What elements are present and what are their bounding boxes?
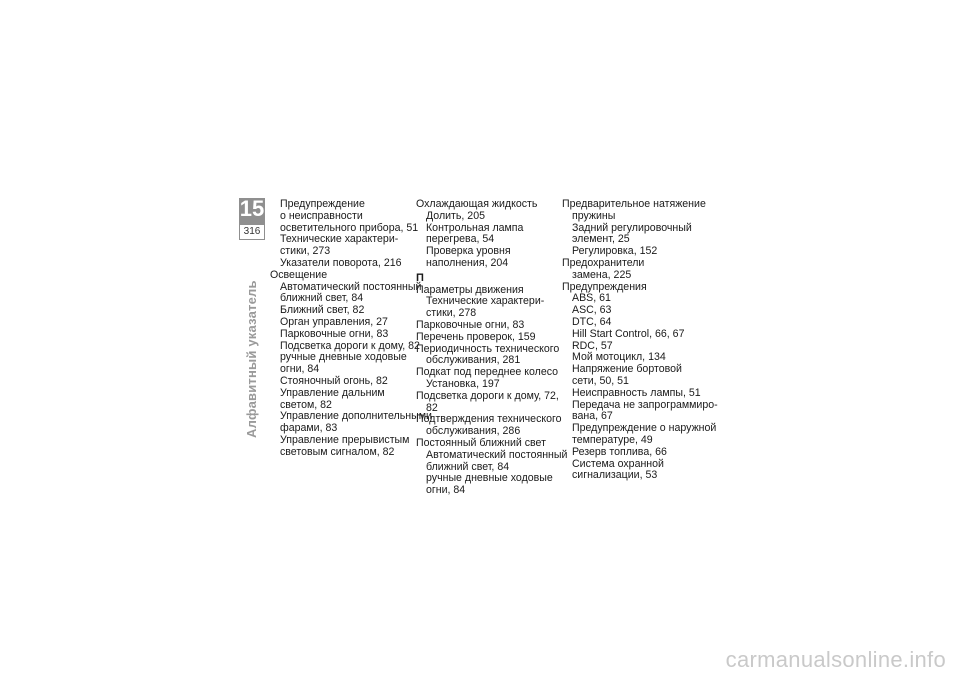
index-subentry: Долить, 205 xyxy=(426,209,485,222)
index-column-3 xyxy=(562,198,718,482)
index-subentry: Установка, 197 xyxy=(426,377,500,390)
index-subentry: Управление дальним xyxy=(280,386,385,399)
index-subentry: стики, 278 xyxy=(426,307,477,320)
index-subentry: Указатели поворота, 216 xyxy=(280,256,402,269)
index-subentry: Hill Start Control, 66, 67 xyxy=(572,327,685,340)
index-entry: Подкат под переднее колесо xyxy=(416,366,559,379)
index-subentry: Система охранной xyxy=(572,457,664,470)
index-subentry: элемент, 25 xyxy=(572,233,630,246)
index-subentry: огни, 84 xyxy=(426,484,466,497)
index-subentry: Предупреждение о наружной xyxy=(572,422,717,435)
index-subentry: Парковочные огни, 83 xyxy=(280,327,389,340)
watermark-footer[interactable]: carmanualsonline.info xyxy=(725,647,946,672)
index-subentry: Подсветка дороги к дому, 82 xyxy=(280,339,420,352)
index-subentry: Орган управления, 27 xyxy=(280,315,388,328)
index-subentry: Предупреждение xyxy=(280,198,365,210)
index-subentry: сигнализации, 53 xyxy=(572,469,658,482)
index-subentry: обслуживания, 286 xyxy=(426,425,521,438)
index-subentry: сети, 50, 51 xyxy=(572,374,629,387)
index-subentry: Технические характери- xyxy=(280,233,399,246)
index-subentry: Ближний свет, 82 xyxy=(280,304,365,317)
index-subentry: наполнения, 204 xyxy=(426,256,509,269)
index-entry: Подсветка дороги к дому, 72, xyxy=(416,389,559,402)
page-number: 316 xyxy=(239,224,265,240)
index-subentry: Управление прерывистым xyxy=(280,433,410,446)
index-subentry: Проверка уровня xyxy=(426,245,511,258)
index-entry: Постоянный ближний свет xyxy=(416,436,546,449)
index-entry: Периодичность технического xyxy=(416,342,560,355)
index-subentry: стики, 273 xyxy=(280,245,331,258)
index-subentry: Мой мотоцикл, 134 xyxy=(572,351,666,364)
index-subentry: вана, 67 xyxy=(572,410,613,423)
index-subentry: огни, 84 xyxy=(280,363,320,376)
index-entry: Параметры движения xyxy=(416,283,524,296)
index-subentry: замена, 225 xyxy=(572,268,632,281)
index-subentry: Резерв топлива, 66 xyxy=(572,445,667,458)
index-subentry: ручные дневные ходовые xyxy=(426,472,553,485)
index-subentry: световым сигналом, 82 xyxy=(280,445,395,458)
index-subentry: Контрольная лампа xyxy=(426,221,524,234)
index-subentry: Автоматический постоянный xyxy=(280,280,422,293)
index-subentry: RDC, 57 xyxy=(572,339,613,352)
index-subentry: ASC, 63 xyxy=(572,304,612,317)
index-entry: Предохранители xyxy=(562,256,645,269)
chapter-number: 15 xyxy=(239,196,265,221)
index-subentry: ABS, 61 xyxy=(572,292,611,305)
index-subentry: Автоматический постоянный xyxy=(426,448,568,461)
index-entry: Перечень проверок, 159 xyxy=(416,330,536,343)
index-subentry: о неисправности xyxy=(280,209,363,222)
index-subentry: Стояночный огонь, 82 xyxy=(280,374,388,387)
index-subentry: температуре, 49 xyxy=(572,433,653,446)
index-subentry: 82 xyxy=(426,401,438,414)
index-subentry: Задний регулировочный xyxy=(572,221,692,234)
index-subentry: ближний свет, 84 xyxy=(426,460,510,473)
index-subentry: светом, 82 xyxy=(280,398,332,411)
index-letter-heading: П xyxy=(416,271,424,284)
index-column-2 xyxy=(416,199,566,497)
index-entry: Парковочные огни, 83 xyxy=(416,318,525,331)
index-subentry: Управление дополнительными xyxy=(280,410,432,423)
index-entry: Подтверждения технического xyxy=(416,413,562,426)
section-title: Алфавитный указатель xyxy=(244,280,259,438)
index-subentry: Технические характери- xyxy=(426,295,545,308)
index-subentry: Напряжение бортовой xyxy=(572,363,682,376)
index-entry: Предупреждения xyxy=(562,280,647,293)
index-column-1 xyxy=(270,198,432,459)
index-subentry: Неисправность лампы, 51 xyxy=(572,386,701,399)
index-subentry: пружины xyxy=(572,209,616,222)
index-subentry: ручные дневные ходовые xyxy=(280,351,407,364)
index-subentry: Регулировка, 152 xyxy=(572,245,658,258)
index-subentry: Передача не запрограммиро- xyxy=(572,398,718,411)
index-subentry: ближний свет, 84 xyxy=(280,292,364,305)
index-entry: Предварительное натяжение xyxy=(562,198,706,210)
index-subentry: осветительного прибора, 51 xyxy=(280,221,419,234)
index-subentry: фарами, 83 xyxy=(280,422,338,435)
index-subentry: DTC, 64 xyxy=(572,315,612,328)
index-subentry: обслуживания, 281 xyxy=(426,354,521,367)
index-entry: Охлаждающая жидкость xyxy=(416,198,538,210)
index-subentry: перегрева, 54 xyxy=(426,233,495,246)
index-entry: Освещение xyxy=(270,268,328,281)
